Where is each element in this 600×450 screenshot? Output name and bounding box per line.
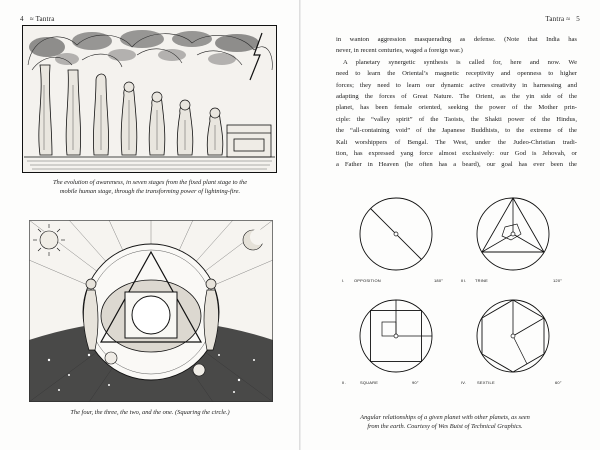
body-line: planet, has been female oriented, seeking the power of the Mother prin- [336,104,577,112]
square-diagram [338,296,456,388]
diagram-degrees: 60° [555,380,562,385]
opposition-diagram [338,194,456,286]
sextile-diagram [455,296,573,388]
diagram-name: SEXTILE [477,380,495,385]
left-running-head [20,15,55,23]
body-line: need to learn the Oriental’s magnetic receptivity and openness to higher [336,70,577,78]
right-running-head [545,15,580,23]
diagram-name: OPPOSITION [354,278,381,283]
body-line: adapting the forces of Great Nature. The Orient, as the yin side of the [336,93,577,101]
diagram-name: TRINE [475,278,488,283]
caption-line: mobile human stage, through the transforming power of lightning-fire. [59,188,241,195]
diagram-degrees: 180° [434,278,444,283]
trine-diagram [455,194,573,286]
woodcut-trees-figures-illustration [22,25,277,173]
body-text [336,34,577,171]
body-line: the “all-containing void” of the Japanese Buddhists, to the extreme of the [336,127,577,135]
figure-top-caption [30,178,270,196]
body-line: A planetary synergetic synthesis is called for, here and now. We [343,58,577,66]
caption-line: The evolution of awareness, in seven stages from the fixed plant stage to the [52,179,248,186]
diagram-numeral: I. [342,278,345,283]
diagram-degrees: 90° [412,380,419,385]
diagram-name: SQUARE [360,380,379,385]
left-running-title: ≈ Tantra [29,15,55,23]
body-line: never, in recent centuries, waged a foreign war.) [336,47,463,55]
diagram-numeral: III. [461,278,467,283]
diagram-numeral: II. [342,380,346,385]
right-page-number: 5 [576,15,580,23]
body-line: tion, has expressed yang force almost exclusively: our God is Jehovah, or [336,150,577,158]
left-page-number: 4 [20,15,24,23]
body-line: Kali worshippers of Bengal. The West, under the Judeo-Christian tradi- [336,138,577,146]
caption-line: The four, the three, the two, and the one. (Squaring the circle.) [70,409,230,416]
body-line: a Father in Heaven (he often has a beard), our goal has ever been the [336,161,577,169]
figure-bottom-caption [30,408,270,417]
body-line: in wanton aggression masquerading as defense. (Note that India has [336,36,577,43]
diagram-numeral: IV. [461,380,467,385]
diagram-caption [325,413,565,431]
right-running-title: Tantra ≈ [545,15,571,23]
body-line: forces; they need to learn our dynamic active creativity in harnessing and [336,81,577,89]
caption-line: Angular relationships of a given planet with other planets, as seen [360,414,530,421]
caption-line: from the earth. Courtesy of Wes Buist of Technical Graphics. [367,423,523,430]
diagram-degrees: 120° [553,278,563,283]
body-line: ciple: the “valley spirit” of the Taoists, the Shakti power of the Hindus, [336,115,577,123]
squaring-circle-engraving [29,220,273,402]
left-page [0,0,299,450]
